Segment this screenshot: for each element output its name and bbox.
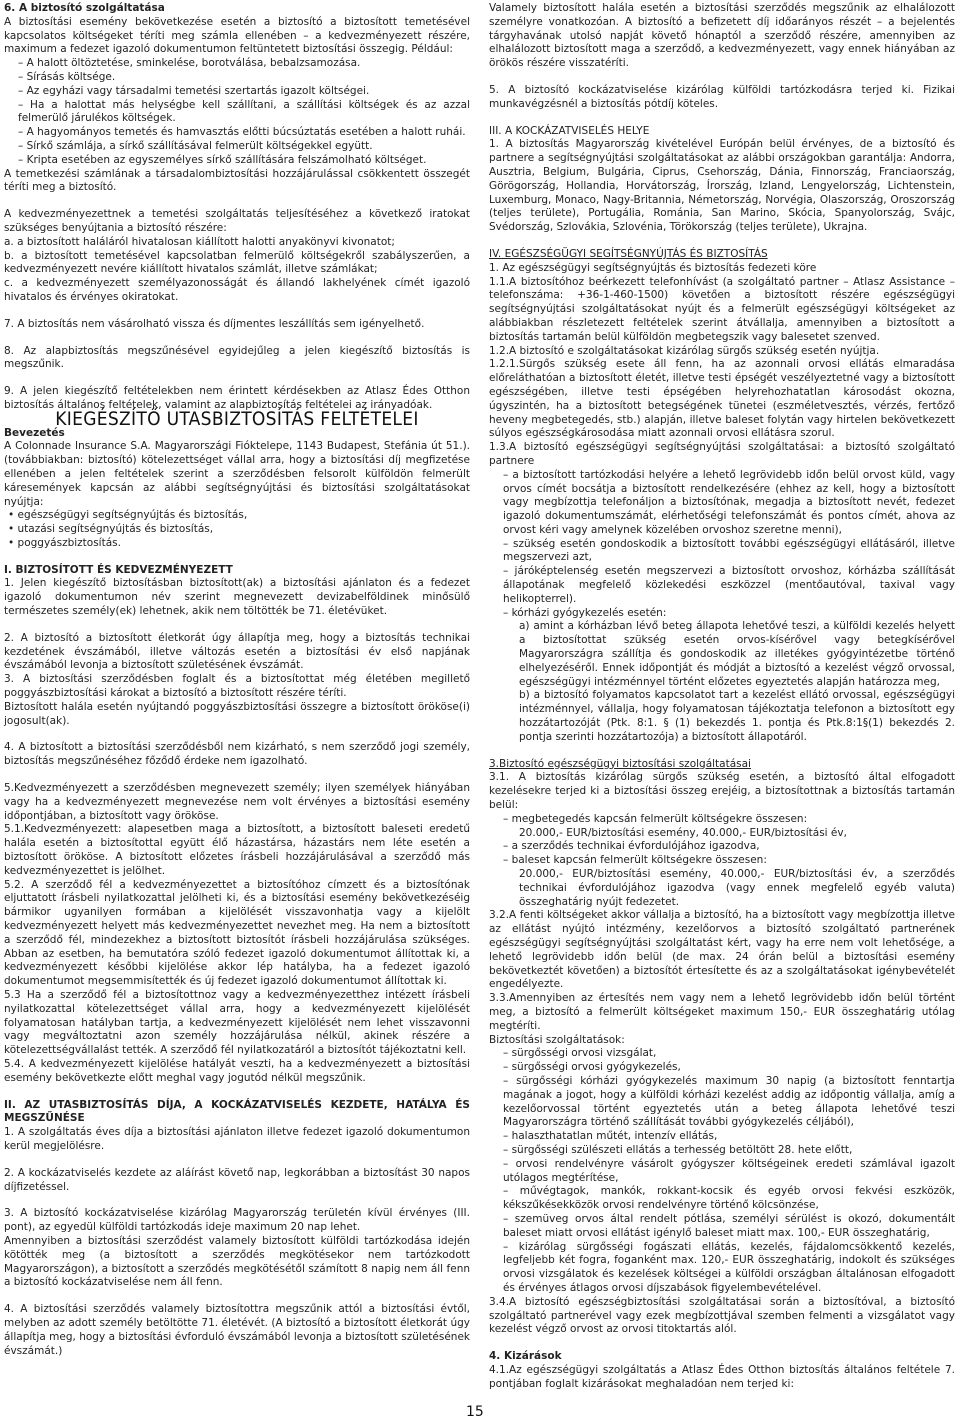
left-column	[4, 2, 470, 1358]
paragraph: – A hagyományos temetés és hamvasztás előtti búcsúztatás esetében a halott ruhái.	[18, 126, 466, 139]
paragraph: 5.2. A szerződő fél a kedvezményezettet a biztosítóhoz címzett és a biztosítónak eljuttatott írásbeli nyilatkozattal jelölheti ki, és a biztosítási esemény bekövetkezéséig bármikor ugyanilyen formában a kijelölését visszavonhatja vagy a kijelölt kedvezményezett helyett más kedvezményezettet nevezhet meg. Ha nem a biztosított a szerződő fél, mindezekhez a biztosított biztosítót írásbeli hozzájárulása szükséges. Abban az esetben, ha bemutatóra szóló fedezet igazoló dokumentumot állítottak ki, a kedvezményezett későbbi kijelölése akkor lép hatályba, ha a fedezet igazoló dokumentumot megsemmisítették és új fedezet igazoló dokumentumot állítottak ki.	[4, 878, 470, 988]
paragraph: – megbetegedés kapcsán felmerült költségekre összesen:	[503, 812, 808, 825]
paragraph: Biztosított halála esetén nyújtandó poggyászbiztosítási összegre a biztosított örököse(i) jogosult(ak).	[4, 700, 470, 727]
paragraph: 20.000,- EUR/biztosítási esemény, 40.000,- EUR/biztosítási év,	[519, 826, 847, 839]
spacer	[4, 372, 470, 385]
paragraph: 1.3.A biztosító egészségügyi segítségnyújtási szolgáltatásai: a biztosító szolgáltató partnere	[489, 441, 955, 467]
spacer	[4, 619, 470, 632]
paragraph: b. a biztosított temetésével kapcsolatban felmerülő költségekről szabályszerűen, a kedvezményezett nevére kiállított hivatalos számlát, illetve számlákat;	[4, 249, 470, 276]
paragraph: b) a biztosító folyamatos kapcsolatot tart a kezelést ellátó orvossal, egészségügyi intézménnyel, vállalja, hogy folyamatosan tájékoztatja telefonon a biztosított egy hozzátartozóját (Ptk. 8:1. § (1) bekezdés 1. pontja és Ptk.8:1§(1) bekezdés 2. pontja szerinti hozzátartozója) a biztosított állapotáról.	[519, 689, 955, 743]
spacer	[4, 1194, 470, 1207]
spacer	[4, 551, 470, 564]
paragraph: A temetkezési számlának a társadalombiztosítási hozzájárulással csökkentett összegét téríti meg a biztosító.	[4, 167, 470, 194]
paragraph: IV. EGÉSZSÉGÜGYI SEGÍTSÉGNYÚJTÁS ÉS BIZTOSÍTÁS	[489, 247, 768, 260]
spacer	[489, 745, 955, 758]
paragraph: – orvosi rendelvényre vásárolt gyógyszer költségeinek eredeti számlával igazolt utólagos megtérítése,	[503, 1157, 955, 1184]
paragraph: – Sírásás költsége.	[18, 70, 116, 83]
paragraph: 1. A szolgáltatás éves díja a biztosítási ajánlaton illetve fedezet igazoló dokumentumon kerül megjelölésre.	[4, 1126, 470, 1152]
paragraph: – A halott öltöztetése, sminkelése, borotválása, bebalzsamozása.	[18, 57, 361, 70]
paragraph: 5. A biztosító kockázatviselése kizárólag külföldi tartózkodásra terjed ki. Fizikai munkavégzésnél a biztosítás pótdíj köteles.	[489, 83, 955, 110]
paragraph: – sürgősségi orvosi gyógykezelés,	[503, 1061, 681, 1074]
paragraph: – szükség esetén gondoskodik a biztosított további egészségügyi ellátásáról, illetve megszervezi azt,	[503, 537, 955, 564]
paragraph: – a szerződés technikai évfordulójához igazodva,	[503, 840, 760, 853]
paragraph: a. a biztosított haláláról hivatalosan kiállított halotti anyakönyvi kivonatot;	[4, 235, 395, 248]
paragraph: • egészségügyi segítségnyújtás és biztosítás,	[8, 509, 248, 522]
paragraph: 5.4. A kedvezményezett kijelölése hatályát veszti, ha a kedvezményezett a biztosítási esemény bekövetkezte előtt meghal vagy jogutód nélkül megszűnik.	[4, 1057, 470, 1084]
paragraph: 1. A biztosítás Magyarország kivételével Európán belül érvényes, de a biztosító és partnere a segítségnyújtási szolgáltatásokat az alábbi országokban garantálja: Andorra, Ausztria, Belgium, Bulgária, Ciprus, Csehország, Dánia, Finnország, Franciaország, Görögország, Hollandia, Horvátország, Írország, Izland, Lengyelország, Lichtenstein, Luxemburg, Monaco, Nagy-Britannia, Németország, Norvégia, Olaszország, Oroszország (teljes területe), Portugália, Románia, San Marino, Skócia, Spanyolország, Svájc, Svédország, Szlovákia, Szlovénia, Törökország (teljes területe), Ukrajna.	[489, 138, 955, 234]
paragraph: 1.2.1.Sürgős szükség esete áll fenn, ha az azonnali orvosi ellátás elmaradása előreláthatóan a biztosított életét, illetve testi épségét veszélyeztetné vagy a biztosított egészségében, illetve testi épségében helyrehozhatatlan károsodást okozna, úgyszintén, ha a biztosított betegségének tünetei (eszméletvesztés, vérzés, fertőző heveny megbetegedés, stb.) alapján, illetve baleset folytán vagy hirtelen bekövetkezett súlyos egészségkárosodása miatt azonnali orvosi ellátásra szorul.	[489, 358, 955, 440]
paragraph: 1. Az egészségügyi segítségnyújtás és biztosítás fedezeti köre	[489, 261, 817, 274]
paragraph: – Kripta esetében az egyszemélyes sírkő szállítására felszámolható költséget.	[18, 153, 427, 166]
paragraph: • utazási segítségnyújtás és biztosítás,	[8, 523, 214, 536]
paragraph: 3.Biztosító egészségügyi biztosítási szolgáltatásai	[489, 757, 751, 770]
paragraph: 5.1.Kedvezményezett: alapesetben maga a biztosított, a biztosított baleseti eredetű halála esetén a biztosítottal együtt élő házastársa, házastárs nem léte esetén a biztosított örököse. A biztosított előzetes írásbeli hozzájárulásával a szerződő más kedvezményezettet is jelölhet.	[4, 823, 470, 877]
paragraph: – szemüveg orvos által rendelt pótlása, személyi sérülést is okozó, dokumentált baleset miatt orvosi ellátást igénylő baleset miatt max. 100,- EUR összeghatárig,	[503, 1212, 955, 1239]
spacer	[4, 332, 470, 345]
paragraph: – kizárólag sürgősségi fogászati ellátás, kezelés, fájdalomcsökkentő kezelés, legfeljebb két fogra, foganként max. 120,- EUR összeghatárig, indokolt és szükséges orvosi vizsgálatok és kezelések költségei a külföldi országban általánosan elfogadott és érvényes átlagos orvosi díjszabások figyelembevételével.	[503, 1240, 955, 1294]
paragraph: A kedvezményezettnek a temetési szolgáltatás teljesítéséhez a következő iratokat szükséges benyújtania a biztosító részére:	[4, 208, 470, 234]
paragraph: 5.Kedvezményezett a szerződésben megnevezett személy; ilyen személyek hiányában vagy ha a kedvezményezett megnevezése nem volt érvényes a biztosítási esemény időpontjában, a biztosított vagy örököse.	[4, 782, 470, 822]
paragraph: Amennyiben a biztosítási szerződést valamely biztosított külföldi tartózkodása idején kötötték meg (a biztosított a szerződés megkötésekor nem tartózkodott Magyarországon), a biztosított a szerződés megkötésétől számított 8 napig nem áll fenn a biztosító kockázatviselése nem áll fenn.	[4, 1234, 470, 1289]
paragraph: 4. A biztosítási szerződés valamely biztosítottra megszűnik attól a biztosítási évtől, melyben az adott személy betöltötte 71. életévét. (A biztosító a biztosított életkorát úgy állapítja meg, hogy a biztosítási évforduló évszámából levonja a biztosított születésének évszámát.)	[4, 1303, 470, 1357]
spacer	[4, 769, 470, 782]
paragraph: A Colonnade Insurance S.A. Magyarországi Fióktelepe, 1143 Budapest, Stefánia út 51.). (továbbiakban: biztosító) kötelezettséget vállal arra, hogy a biztosítási díj megfizetése ellenében a jelen feltételek szerint a szerződésben felsorolt külföldön felmerült káresemények kapcsán az alábbi segítségnyújtási és biztosítási szolgáltatásokat nyújtja:	[4, 440, 470, 508]
spacer	[489, 235, 955, 248]
paragraph: 3.4.A biztosító egészségbiztosítási szolgáltatásai során a biztosítóval, a biztosító szolgáltató partnerével vagy ezek megbízottjával szemben felmenti a vizsgálatot vagy kezelést végző orvost az orvosi titoktartás alól.	[489, 1295, 955, 1336]
spacer	[4, 1086, 470, 1099]
section-heading: Bevezetés	[4, 426, 65, 439]
paragraph: 5.3 Ha a szerződő fél a biztosítottnoz vagy a kedvezményezetthez intézett írásbeli nyilatkozattal kötelezettséget vállal arra, hogy a kedvezményezett kijelölését folyamatosan hatályban tartja, a kedvezményezett kijelölését nem lehet visszavonni vagy megváltoztatni azon személy hozzájárulása nélkül, akinek részére a kötelezettségvállalást tették. A szerződő fél nyilatkozatáról a biztosítót tájékoztatni kell.	[4, 989, 470, 1057]
paragraph: c. a kedvezményezett személyazonosságát és állandó lakhelyének címét igazoló hivatalos és érvényes okiratokat.	[4, 277, 470, 303]
spacer	[489, 71, 955, 84]
paragraph: – sürgősségi orvosi vizsgálat,	[503, 1047, 657, 1060]
paragraph: 2. A kockázatviselés kezdete az aláírást követő nap, legkorábban a biztosítást 30 napos díjfizetéssel.	[4, 1166, 470, 1193]
paragraph: – Sírkő számlája, a sírkő szállításával felmerült költségekkel együtt.	[18, 139, 373, 152]
paragraph: 3.2.A fenti költségeket akkor vállalja a biztosító, ha a biztosított vagy megbízottja illetve az ellátást nyújtó intézmény, kezelőorvos a biztosító szolgáltató partnerének egészségügyi segítségnyújtási szolgáltatást kért, vagy ha erre nem volt lehetősége, a lehető legrövidebb időn belül (de max. 24 órán belül a biztosítási esemény bekövetkeztét követően) a biztosítót értesítette és az a szolgáltatásokat igénybevételét engedélyezte.	[489, 909, 955, 991]
paragraph: Biztosítási szolgáltatások:	[489, 1033, 625, 1046]
paragraph: 9. A jelen kiegészítő feltételekben nem érintett kérdésekben az Atlasz Édes Otthon biztosítás általános feltételek, valamint az alapbiztosítás feltételei az irányadóak.	[4, 385, 470, 411]
paragraph: – sürgősségi kórházi gyógykezelés maximum 30 napig (a biztosított fenntartja magának a jogot, hogy a külföldi kórházi kezelést addig az időpontig vállalja, amíg a kezelőorvossal történt egyeztetés után a beteg állapota lehetővé teszi Magyarországra történő szállítását további gyógykezelés céljából),	[503, 1074, 955, 1129]
paragraph: – járóképtelenség esetén megszervezi a biztosított orvoshoz, kórházba szállítását állapotának megfelelő közlekedési eszközzel (mentőautóval, taxival vagy helikopterrel).	[503, 565, 955, 605]
paragraph: 20.000,- EUR/biztosítási esemény, 40.000,- EUR/biztosítási év, a szerződés technikai évfordulójához igazodva (vagy ennek megfelelő egyéb valuta) összeghatárig nyújt fedezetet.	[519, 868, 955, 908]
section-heading: II. AZ UTASBIZTOSÍTÁS DÍJA, A KOCKÁZATVISELÉS KEZDETE, HATÁLYA ÉS MEGSZŰNÉSE	[4, 1098, 470, 1125]
paragraph: Valamely biztosított halála esetén a biztosítási szerződés megszűnik az elhalálozott személyre vonatkozóan. A biztosító a befizetett díj időarányos részét – a bejelentés tárgyhavának utolsó napját követő hónaptól a szerződő részére, amennyiben az elhalálozott biztosított maga a szerződő, a kedvezményezett, vagy ennek hiányában az örökös részére visszatéríti.	[489, 2, 955, 70]
paragraph: 1.1.A biztosítóhoz beérkezett telefonhívást (a szolgáltató partner – Atlasz Assistance – telefonszáma: +36-1-460-1500) követően a biztosított részére egészségügyi segítségnyújtási szolgáltatásokat nyújt és a felmerült egészségügyi költségeket az alábbiakban részletezett feltételek szerint átvállalja, amennyiben a biztosított a biztosítás tartamán belül külföldön megbetegszik vagy balesetet szenved.	[489, 275, 955, 343]
spacer	[4, 728, 470, 741]
paragraph: – sürgősségi szülészeti ellátás a terhesség betöltött 28. hete előtt,	[503, 1143, 853, 1156]
paragraph: – halaszthatatlan műtét, intenzív ellátás,	[503, 1130, 718, 1143]
paragraph: – Az egyházi vagy társadalmi temetési szertartás igazolt költségei.	[18, 84, 370, 97]
paragraph: III. A KOCKÁZATVISELÉS HELYE	[489, 124, 650, 137]
section-heading: I. BIZTOSÍTOTT ÉS KEDVEZMÉNYEZETT	[4, 563, 233, 576]
spacer	[4, 1154, 470, 1167]
paragraph: 3. A biztosítási szerződésben foglalt és a biztosítottat még életében megillető poggyászbiztosítási károkat a biztosító a biztosított részére téríti.	[4, 673, 470, 700]
paragraph: a) amint a kórházban lévő beteg állapota lehetővé teszi, a külföldi kezelés helyett a biztosítottat szükség esetén orvos-kísérővel vagy betegkísérővel Magyarországra szállítja és gondoskodik az illetékes gyógyintézetbe történő elhelyezéséről. Ennek időpontját és módját a biztosító a kezelést végző orvossal, egészségügyi intézménnyel történt előzetes egyeztetés alapján határozza meg,	[519, 620, 955, 688]
document-title: KIEGÉSZÍTŐ UTASBIZTOSÍTÁS FELTÉTELEI	[55, 407, 419, 430]
paragraph: A biztosítási esemény bekövetkezése esetén a biztosító a biztosított temetésével kapcsolatos költségeket téríti meg számla ellenében – a kedvezményezett részére, maximum a fedezet igazoló dokumentumon feltüntetett biztosítási összegig. Például:	[4, 15, 470, 56]
paragraph: • poggyászbiztosítás.	[8, 536, 121, 549]
paragraph: – Ha a halottat más helységbe kell szállítani, a szállítási költségek és az azzal felmerülő járulékos költségek.	[18, 98, 470, 125]
paragraph: – a biztosított tartózkodási helyére a lehető legrövidebb időn belül orvost küld, vagy orvos címét bocsátja a biztosított rendelkezésére (ehhez az kell, hogy a biztosított vagy megbízottja telefonáljon a biztosítónak, megadja a biztosított nevét, fedezet igazoló dokumentumszámát, elérhetőségi telefonszámát és pontos címét, ahova az orvost kéri vagy amelynek közelében orvoshoz szeretne menni),	[503, 468, 955, 536]
paragraph: 4.1.Az egészségügyi szolgáltatás a Atlasz Édes Otthon biztosítás általános feltétele 7. pontjában foglalt kizárásokat meghaladóan nem terjed ki:	[489, 1363, 955, 1390]
paragraph: 1.2.A biztosító e szolgáltatásokat kizárólag sürgős szükség esetén nyújtja.	[489, 344, 880, 357]
paragraph: 3.3.Amennyiben az értesítés nem vagy nem a lehető legrövidebb időn belül történt meg, a biztosító a felmerült költségeket maximum 150,- EUR összeghatárig utólag megtéríti.	[489, 992, 955, 1032]
section-heading: 4. Kizárások	[489, 1350, 562, 1363]
paragraph: – művégtagok, mankók, rokkant-kocsik és egyéb orvosi fekvési eszközök, kékszűkésekközök orvosi rendelvényre történő kölcsönzése,	[503, 1185, 955, 1212]
spacer	[4, 1290, 470, 1303]
paragraph: 4. A biztosított a biztosítási szerződésből nem kizárható, s nem szerződő jogi személy, biztosítás megszűnéséhez főződő érdeke nem igazolható.	[4, 741, 470, 768]
paragraph: 3.1. A biztosítás kizárólag sürgős szükség esetén, a biztosító által elfogadott kezelésekre terjed ki a biztosítási összeg erejéig, a biztosítottnak a biztosítás tartamán belül:	[489, 771, 955, 812]
paragraph: 2. A biztosító a biztosított életkorát úgy állapítja meg, hogy a biztosítás technikai kezdetének évszámából, illetve változás esetén a biztosítási év első napjának évszámából levonja a biztosított születésének évszámát.	[4, 631, 470, 672]
paragraph: – kórházi gyógykezelés esetén:	[503, 606, 667, 619]
paragraph: 7. A biztosítás nem vásárolható vissza és díjmentes leszállítás sem igényelhető.	[4, 317, 425, 330]
page-number: 15	[466, 1404, 484, 1420]
spacer	[489, 112, 955, 125]
paragraph: – baleset kapcsán felmerült költségekre összesen:	[503, 854, 767, 867]
spacer	[4, 305, 470, 318]
paragraph: 8. Az alapbiztosítás megszűnésével egyidejűleg a jelen kiegészítő biztosítás is megszűnik.	[4, 344, 470, 371]
spacer	[489, 1337, 955, 1350]
section-heading: 6. A biztosító szolgáltatása	[4, 2, 165, 14]
paragraph: 1. Jelen kiegészítő biztosításban biztosított(ak) a biztosítási ajánlaton és a fedezet igazoló dokumentumon név szerint megnevezett devizabelföldinek minősülő természetes személy(ek) lehetnek, akik nem töltötték be 71. életévüket.	[4, 577, 470, 618]
paragraph: 3. A biztosító kockázatviselése kizárólag Magyarország területén kívül érvényes (III. pont), az egyedül külföldi tartózkodás ideje maximum 20 nap lehet.	[4, 1207, 470, 1234]
right-column	[489, 2, 955, 1392]
spacer	[4, 195, 470, 208]
